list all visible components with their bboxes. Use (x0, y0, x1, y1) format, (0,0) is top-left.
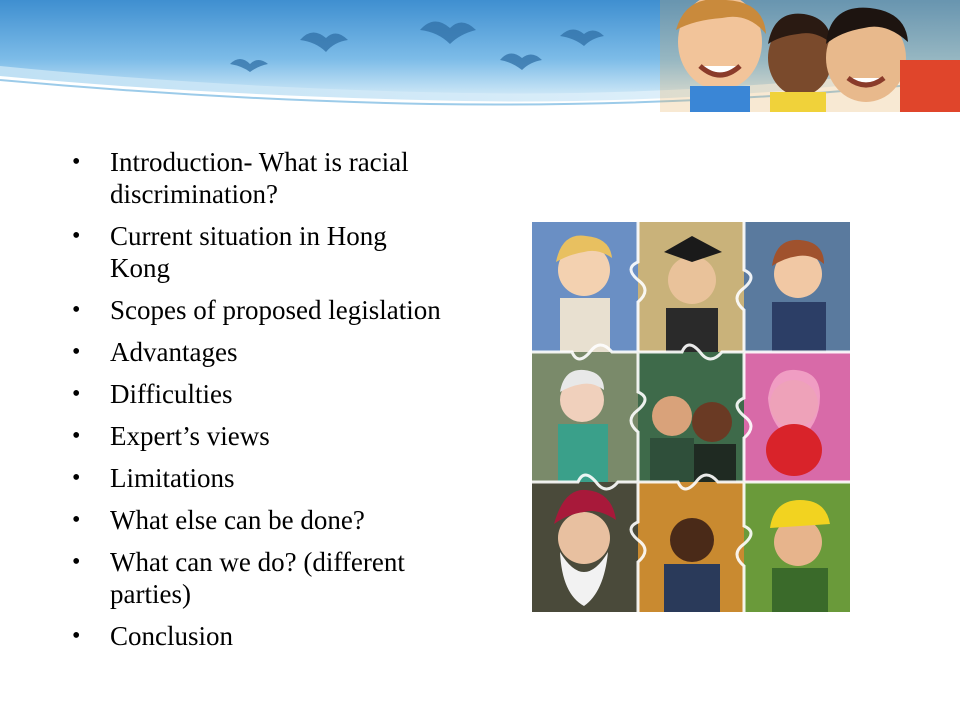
agenda-item (72, 294, 452, 326)
bullet-icon: • (72, 223, 81, 249)
agenda-item-text: Expert’s views (110, 421, 270, 451)
agenda-item (72, 378, 452, 410)
agenda-list (72, 146, 452, 662)
agenda-item (72, 620, 452, 652)
banner-image (0, 0, 960, 112)
bullet-icon: • (72, 339, 81, 365)
agenda-item (72, 146, 452, 210)
bullet-icon: • (72, 623, 81, 649)
collage-image (532, 222, 850, 612)
agenda-item-text: Introduction- What is racial discrimination? (110, 147, 409, 209)
bullet-icon: • (72, 465, 81, 491)
agenda-item (72, 462, 452, 494)
agenda-item-text: Difficulties (110, 379, 233, 409)
agenda-item-text: Advantages (110, 337, 238, 367)
agenda-item (72, 504, 452, 536)
agenda-item-text: What can we do? (different parties) (110, 547, 405, 609)
bullet-icon: • (72, 297, 81, 323)
agenda-item (72, 220, 452, 284)
bullet-icon: • (72, 149, 81, 175)
bullet-icon: • (72, 549, 81, 575)
agenda-item-text: Conclusion (110, 621, 234, 651)
agenda-item-text: What else can be done? (110, 505, 365, 535)
agenda-item (72, 420, 452, 452)
children-icon (660, 0, 960, 112)
bullet-icon: • (72, 507, 81, 533)
header-banner (0, 0, 960, 112)
agenda-item-text: Limitations (110, 463, 235, 493)
bullet-icon: • (72, 381, 81, 407)
people-puzzle-collage (532, 222, 850, 612)
agenda-item-text: Scopes of proposed legislation (110, 295, 441, 325)
agenda-item (72, 546, 452, 610)
agenda-item (72, 336, 452, 368)
agenda-item-text: Current situation in Hong Kong (110, 221, 387, 283)
bullet-icon: • (72, 423, 81, 449)
